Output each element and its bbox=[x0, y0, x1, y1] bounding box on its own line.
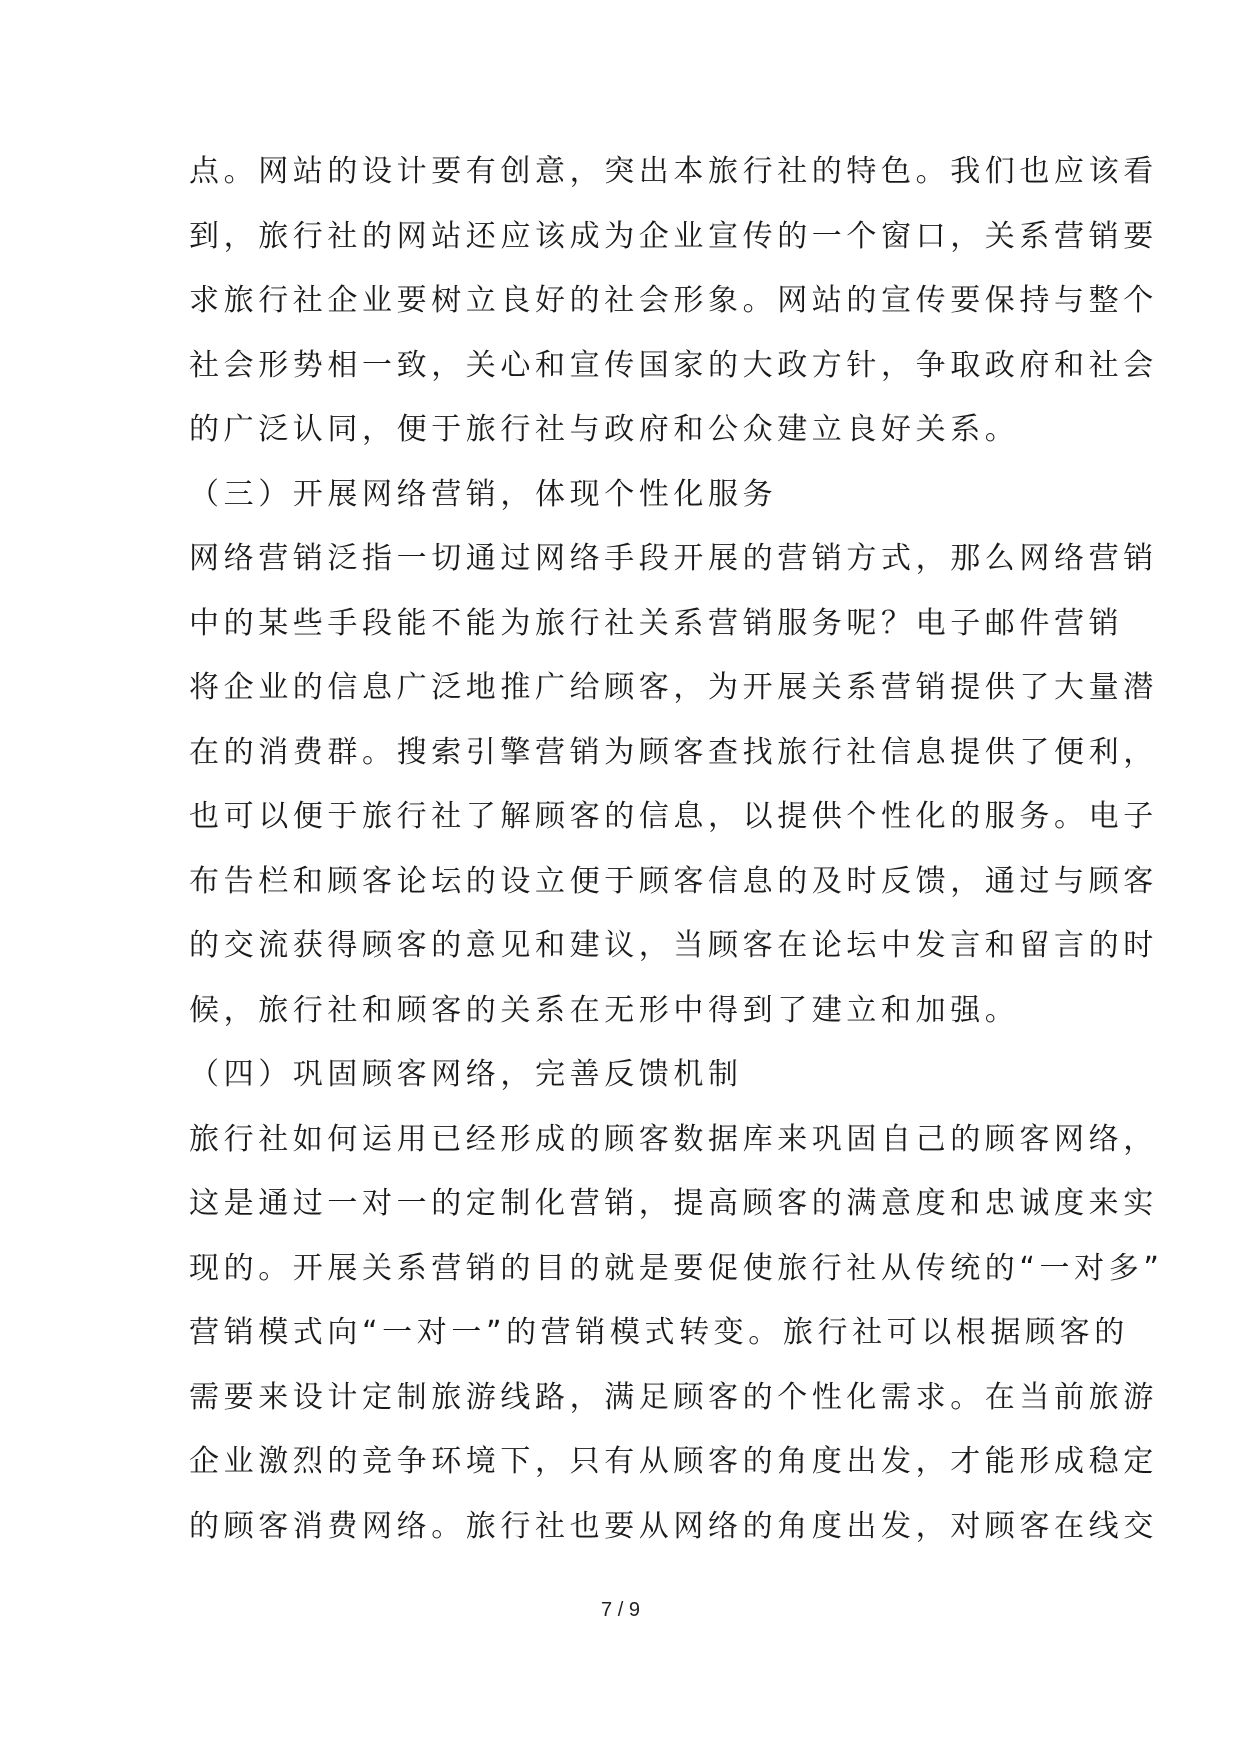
text-line: 到，旅行社的网站还应该成为企业宣传的一个窗口，关系营销要 bbox=[189, 218, 1158, 254]
text-line: 候，旅行社和顾客的关系在无形中得到了建立和加强。 bbox=[189, 992, 1020, 1028]
text-line: 这是通过一对一的定制化营销，提高顾客的满意度和忠诚度来实 bbox=[189, 1186, 1158, 1221]
text-line: 旅行社如何运用已经形成的顾客数据库来巩固自己的顾客网络， bbox=[189, 1121, 1158, 1157]
document-body bbox=[189, 140, 1164, 1559]
text-line: 将企业的信息广泛地推广给顾客，为开展关系营销提供了大量潜 bbox=[189, 670, 1158, 705]
text-line: 营销模式向“一对一”的营销模式转变。旅行社可以根据顾客的 bbox=[189, 1315, 1129, 1350]
text-line: 需要来设计定制旅游线路，满足顾客的个性化需求。在当前旅游 bbox=[189, 1379, 1158, 1415]
text-line: 企业激烈的竞争环境下，只有从顾客的角度出发，才能形成稳定 bbox=[189, 1444, 1158, 1479]
text-line: 网络营销泛指一切通过网络手段开展的营销方式，那么网络营销 bbox=[189, 541, 1158, 576]
section-heading-3: （三）开展网络营销，体现个性化服务 bbox=[189, 476, 778, 512]
text-line: 点。网站的设计要有创意，突出本旅行社的特色。我们也应该看 bbox=[189, 154, 1158, 189]
text-line: 中的某些手段能不能为旅行社关系营销服务呢？电子邮件营销 bbox=[189, 605, 1124, 641]
text-line: 在的消费群。搜索引擎营销为顾客查找旅行社信息提供了便利， bbox=[189, 734, 1158, 770]
text-line: 现的。开展关系营销的目的就是要促使旅行社从传统的“一对多” bbox=[189, 1250, 1164, 1286]
text-line: 的广泛认同，便于旅行社与政府和公众建立良好关系。 bbox=[189, 412, 1020, 447]
paragraph-customer-network bbox=[189, 1108, 1164, 1560]
paragraph-website-image bbox=[189, 140, 1158, 463]
text-line: 的交流获得顾客的意见和建议，当顾客在论坛中发言和留言的时 bbox=[189, 928, 1158, 963]
text-line: 布告栏和顾客论坛的设立便于顾客信息的及时反馈，通过与顾客 bbox=[189, 863, 1158, 899]
text-line: 的顾客消费网络。旅行社也要从网络的角度出发，对顾客在线交 bbox=[189, 1508, 1158, 1544]
paragraph-network-marketing bbox=[189, 527, 1158, 1043]
text-line: 社会形势相一致，关心和宣传国家的大政方针，争取政府和社会 bbox=[189, 347, 1158, 383]
text-line: 也可以便于旅行社了解顾客的信息，以提供个性化的服务。电子 bbox=[189, 799, 1158, 834]
text-line: 求旅行社企业要树立良好的社会形象。网站的宣传要保持与整个 bbox=[189, 283, 1158, 318]
page-number: 7 / 9 bbox=[601, 1599, 640, 1621]
section-heading-4: （四）巩固顾客网络，完善反馈机制 bbox=[189, 1057, 743, 1092]
